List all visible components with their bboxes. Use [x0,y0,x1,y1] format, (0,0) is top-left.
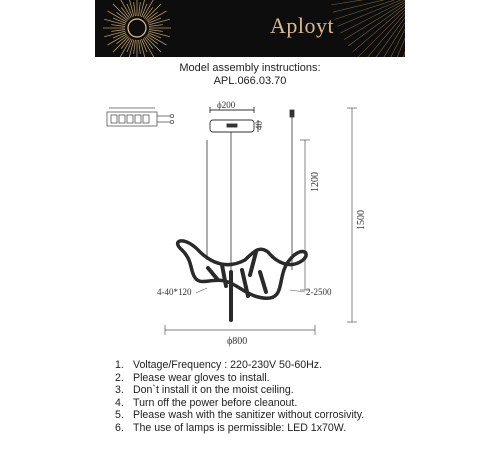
decorative-ray [333,0,405,12]
cable-length-label: 1200 [310,172,321,192]
technical-drawing [100,100,370,350]
dimension-lines [165,108,357,335]
canopy-diameter-label: ϕ200 [217,100,236,110]
sunburst-ray [145,4,161,20]
list-item: 4. Turn off the power before cleanout. [115,396,298,409]
list-item: 5. Please wash with the sanitizer without corrosivity. [115,409,365,422]
sunburst-ray [134,2,136,16]
sunburst-ray [111,25,125,27]
title-line: Model assembly instructions: [179,62,321,74]
sunburst-ray [111,30,125,32]
sunburst-ray [113,36,129,52]
wiring-block-icon [107,108,174,126]
canopy [210,107,258,132]
canopy-height-label: 40 [254,121,264,130]
decorative-ray [389,8,405,57]
decorative-ray [382,8,405,57]
sunburst-logo-icon [95,0,405,57]
fixture-diameter-label: ϕ800 [227,336,248,347]
sunburst-ray [134,40,136,54]
list-item: 2. Please wear gloves to install. [115,371,270,384]
list-item: 1. Voltage/Frequency : 220-230V 50-60Hz. [115,359,323,371]
instruction-list [115,359,364,435]
document-title [0,62,500,88]
sunburst-ray [139,2,141,16]
sunburst-ray [145,36,161,52]
total-height-label: 1500 [356,210,367,230]
brand-name: Aployt [270,13,335,38]
decorative-ray [331,0,405,5]
brand-banner [95,0,405,57]
model-number: APL.066.03.70 [213,75,287,87]
list-item: 3. Don`t install it on the moist ceiling. [115,384,294,397]
sunburst-ray [139,40,141,54]
sunburst-ray [113,4,129,20]
sunburst-ray [149,30,163,32]
ring-spec-label: 2-2500 [306,287,332,297]
bulb-spec-label: 4-40*120 [157,287,192,297]
list-item: 6. The use of lamps is permissible: LED 1x70W. [115,421,347,434]
decorative-ray [337,0,405,26]
sunburst-ray [149,25,163,27]
